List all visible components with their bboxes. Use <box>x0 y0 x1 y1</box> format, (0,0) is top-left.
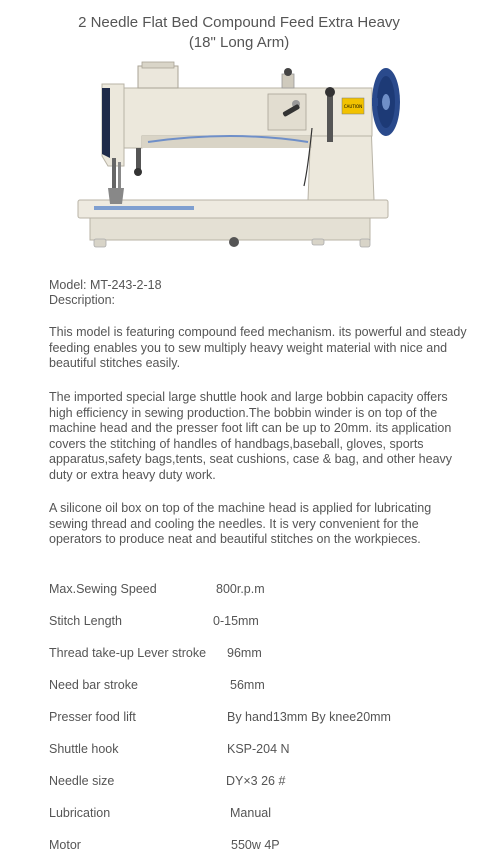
spec-value: KSP-204 N <box>227 742 290 756</box>
spec-label: Presser food lift <box>49 710 136 724</box>
spec-label: Stitch Length <box>49 614 122 628</box>
page-subtitle: (18" Long Arm) <box>188 34 290 51</box>
paragraph: The imported special large shuttle hook and large bobbin capacity offers high efficiency in sewing production.The bobbin winder is on top of the machine head and the presser foot lift can be up to 20mm. its application covers the stitching of handles of handbags,baseball, gloves, sports apparatus,safety bags,tents, seat cushions, case & bag, and other heavy duty or extra heavy duty work. <box>49 390 453 482</box>
spec-value: 0-15mm <box>213 614 259 628</box>
spec-label: Need bar stroke <box>49 678 138 692</box>
spec-value: 800r.p.m <box>216 582 265 596</box>
spec-label: Thread take-up Lever stroke <box>49 646 207 660</box>
spec-value: 56mm <box>230 678 265 692</box>
spec-label: Shuttle hook <box>49 742 119 756</box>
spec-value: Manual <box>230 806 271 820</box>
paragraph: This model is featuring compound feed mechanism. its powerful and steady feeding enables you to sew multiply heavy weight material with nice and beautiful stitches easily. <box>49 325 467 370</box>
spec-label: Needle size <box>49 774 115 788</box>
paragraph: A silicone oil box on top of the machine head is applied for lubricating sewing thread and cooling the needles. It is very convenient for the operators to produce neat and beautiful stitches on the workpieces. <box>49 501 432 546</box>
sewing-machine-image <box>72 58 412 254</box>
description-label: Description: <box>49 293 115 307</box>
spec-label: Motor <box>49 838 81 852</box>
spec-label: Max.Sewing Speed <box>49 582 157 596</box>
caution-label: CAUTION <box>343 104 363 109</box>
model-label: Model: MT-243-2-18 <box>49 278 162 292</box>
spec-value: 96mm <box>227 646 262 660</box>
spec-value: DY×3 26 # <box>226 774 286 788</box>
spec-label: Lubrication <box>49 806 111 820</box>
page-title: 2 Needle Flat Bed Compound Feed Extra Heavy <box>78 14 400 31</box>
spec-value: 550w 4P <box>231 838 280 852</box>
spec-value: By hand13mm By knee20mm <box>227 710 391 724</box>
